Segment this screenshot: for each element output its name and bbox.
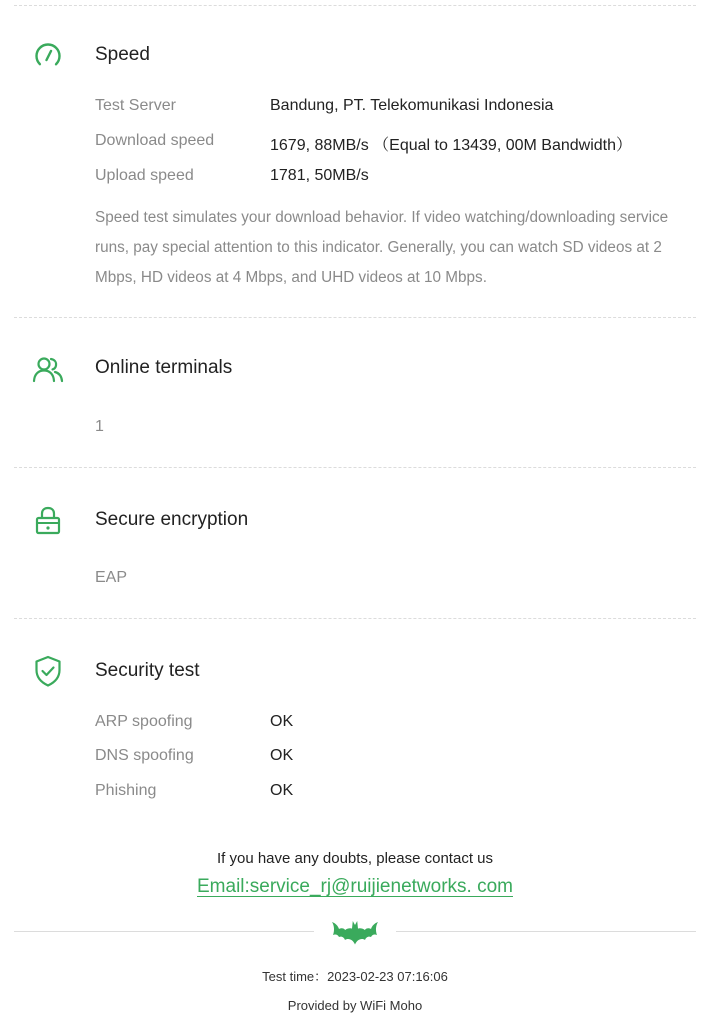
terminals-title: Online terminals (95, 357, 233, 378)
dns-spoofing-value: OK (270, 747, 294, 764)
phishing-label: Phishing (95, 782, 157, 799)
bat-logo-icon (331, 916, 379, 946)
arp-spoofing-value: OK (270, 713, 294, 730)
download-speed-value: 1679, 88MB/s （Equal to 13439, 00M Bandwidth） (270, 137, 633, 154)
security-title: Security test (95, 660, 200, 681)
users-icon (30, 352, 66, 388)
test-server-value: Bandung, PT. Telekomunikasi Indonesia (270, 97, 554, 114)
shield-check-icon (30, 653, 66, 689)
phishing-value: OK (270, 782, 294, 799)
lock-icon (30, 503, 66, 539)
provided-by: Provided by WiFi Moho (287, 998, 423, 1013)
contact-text: If you have any doubts, please contact us (216, 850, 493, 867)
divider (14, 5, 696, 6)
speed-description: Speed test simulates your download behavior. If video watching/downloading service runs, pay special attention to this indicator. Generally, you can watch SD videos at 2 Mbps, HD videos at 4 Mbps, and UHD videos at 10 Mbps. (95, 209, 669, 286)
speed-title: Speed (95, 44, 150, 65)
email-link[interactable]: Email:service_rj@ruijienetworks. com (197, 876, 513, 897)
download-speed-label: Download speed (95, 132, 215, 149)
test-server-label: Test Server (95, 97, 176, 114)
test-time: Test time：2023-02-23 07:16:06 (262, 969, 448, 984)
dns-spoofing-label: DNS spoofing (95, 747, 194, 764)
upload-speed-value: 1781, 50MB/s (270, 167, 369, 184)
footer-divider-left (14, 931, 314, 932)
footer-divider-right (396, 931, 696, 932)
terminals-value: 1 (95, 418, 104, 435)
upload-speed-label: Upload speed (95, 167, 194, 184)
divider (14, 467, 696, 468)
encryption-value: EAP (95, 569, 128, 586)
arp-spoofing-label: ARP spoofing (95, 713, 193, 730)
divider (14, 618, 696, 619)
encryption-title: Secure encryption (95, 509, 249, 530)
speedometer-icon (30, 38, 66, 74)
divider (14, 317, 696, 318)
